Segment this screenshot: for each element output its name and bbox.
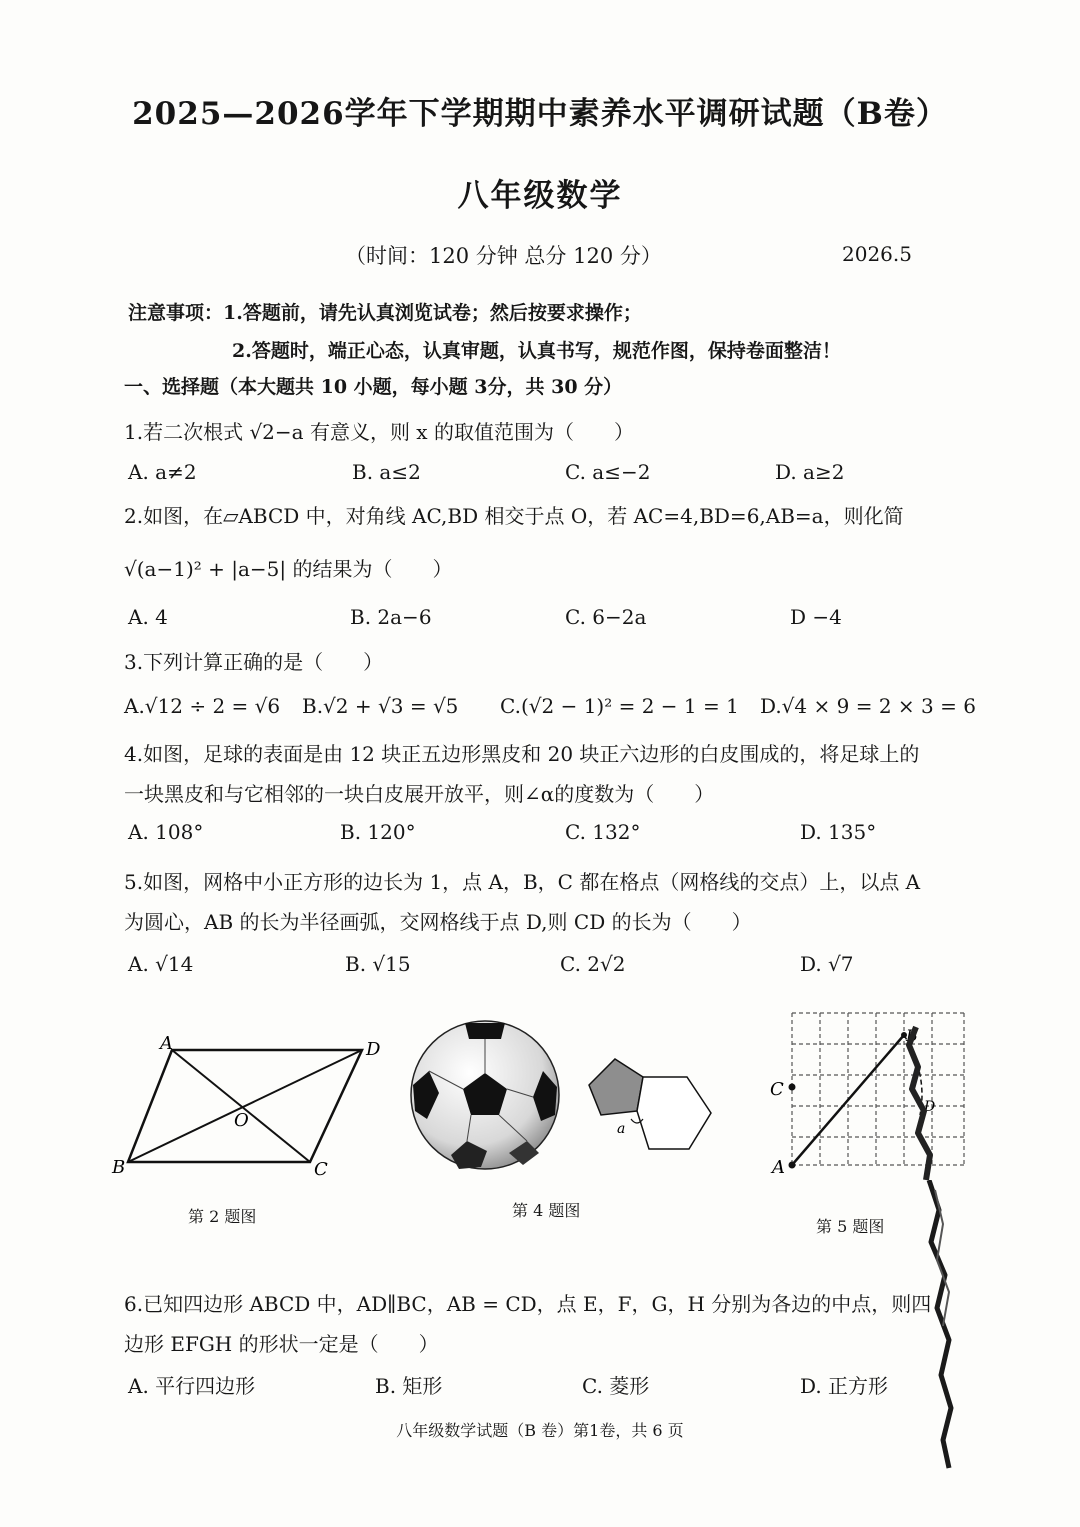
exam-subject: 八年级数学 xyxy=(457,178,623,214)
q4-option-d: D. 135° xyxy=(800,820,877,844)
q2-option-a: A. 4 xyxy=(128,605,168,629)
figure-2-caption: 第 2 题图 xyxy=(188,1207,257,1226)
q5-option-b: B. √15 xyxy=(345,952,411,976)
q5-option-d: D. √7 xyxy=(800,952,854,976)
fig4-label-alpha: a xyxy=(617,1121,626,1137)
q2-option-c: C. 6−2a xyxy=(565,605,647,629)
figure-5-caption: 第 5 题图 xyxy=(816,1217,885,1236)
fig5-label-d: D xyxy=(924,1099,936,1115)
fig5-label-a: A xyxy=(772,1157,785,1178)
q6-option-a: A. 平行四边形 xyxy=(128,1374,256,1398)
q2-option-d: D −4 xyxy=(790,605,842,629)
exam-time-info: （时间：120 分钟 总分 120 分） xyxy=(345,244,662,268)
q1-option-d: D. a≥2 xyxy=(775,460,845,484)
q4-option-b: B. 120° xyxy=(340,820,416,844)
q1-option-b: B. a≤2 xyxy=(352,460,421,484)
q2-stem-line-2: √(a−1)² + |a−5| 的结果为（ ） xyxy=(124,557,453,581)
figure-2-parallelogram xyxy=(100,1025,400,1195)
q6-option-b: B. 矩形 xyxy=(375,1374,443,1398)
q5-stem-line-1: 5.如图，网格中小正方形的边长为 1，点 A，B，C 都在格点（网格线的交点）上，以点 A xyxy=(124,870,921,894)
q3-option-d: D.√4 × 9 = 2 × 3 = 6 xyxy=(760,694,976,718)
q4-option-c: C. 132° xyxy=(565,820,641,844)
fig2-label-d: D xyxy=(366,1039,381,1060)
q5-stem-line-2: 为圆心，AB 的长为半径画弧，交网格线于点 D,则 CD 的长为（ ） xyxy=(124,910,752,934)
exam-title: 2025—2026学年下学期期中素养水平调研试题（B卷） xyxy=(132,96,948,132)
q6-stem-line-2: 边形 EFGH 的形状一定是（ ） xyxy=(124,1332,439,1356)
page-footer: 八年级数学试题（B 卷）第1卷，共 6 页 xyxy=(396,1421,684,1440)
q6-stem-line-1: 6.已知四边形 ABCD 中，AD∥BC，AB = CD，点 E，F，G，H 分别为各边的中点，则四 xyxy=(124,1292,932,1316)
q4-stem-line-1: 4.如图，足球的表面是由 12 块正五边形黑皮和 20 块正六边形的白皮围成的，将足球上的 xyxy=(124,742,920,766)
fig2-label-o: O xyxy=(234,1110,249,1131)
q6-option-c: C. 菱形 xyxy=(582,1374,650,1398)
notes-line-2: 2.答题时，端正心态，认真审题，认真书写，规范作图，保持卷面整洁！ xyxy=(232,340,841,362)
fig5-label-c: C xyxy=(770,1079,784,1100)
q5-option-c: C. 2√2 xyxy=(560,952,626,976)
q4-stem-line-2: 一块黑皮和与它相邻的一块白皮展开放平，则∠α的度数为（ ） xyxy=(124,782,715,806)
q4-option-a: A. 108° xyxy=(128,820,204,844)
q3-option-a: A.√12 ÷ 2 = √6 xyxy=(124,694,281,718)
q1-option-a: A. a≠2 xyxy=(128,460,197,484)
q1-stem: 1.若二次根式 √2−a 有意义，则 x 的取值范围为（ ） xyxy=(124,420,634,444)
figure-5-grid xyxy=(768,1005,973,1180)
figure-4-caption: 第 4 题图 xyxy=(512,1201,581,1220)
q2-option-b: B. 2a−6 xyxy=(350,605,432,629)
notes-line-1: 注意事项：1.答题前，请先认真浏览试卷；然后按要求操作； xyxy=(128,302,642,324)
q3-stem: 3.下列计算正确的是（ ） xyxy=(124,650,384,674)
q3-option-b: B.√2 + √3 = √5 xyxy=(302,694,459,718)
fig2-label-c: C xyxy=(314,1159,328,1180)
q6-option-d: D. 正方形 xyxy=(800,1374,889,1398)
fig2-label-b: B xyxy=(112,1157,126,1178)
section-1-title: 一、选择题（本大题共 10 小题，每小题 3分，共 30 分） xyxy=(124,376,623,398)
q5-option-a: A. √14 xyxy=(128,952,194,976)
q1-option-c: C. a≤−2 xyxy=(565,460,651,484)
q3-option-c: C.(√2 − 1)² = 2 − 1 = 1 xyxy=(500,694,739,718)
figure-4-soccer-ball xyxy=(405,1015,725,1180)
q2-stem-line-1: 2.如图，在▱ABCD 中，对角线 AC,BD 相交于点 O，若 AC=4,BD=6,AB=a，则化简 xyxy=(124,504,904,528)
fig2-label-a: A xyxy=(160,1033,173,1054)
exam-date: 2026.5 xyxy=(842,242,912,266)
fig5-label-b: B xyxy=(906,1026,918,1045)
